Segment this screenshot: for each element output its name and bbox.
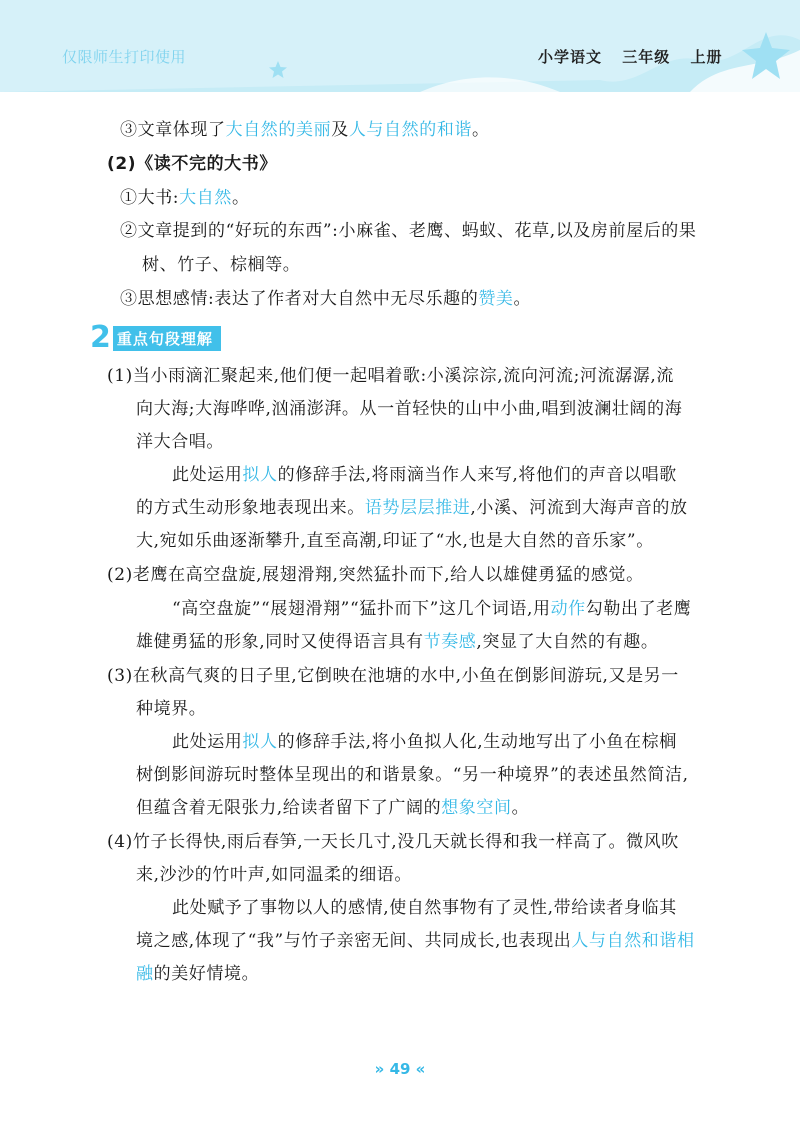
p1-analysis2: 的方式生动形象地表现出来。语势层层推进,小溪、河流到大海声音的放 bbox=[136, 498, 688, 518]
p3-analysis2: 树倒影间游玩时整体呈现出的和谐景象。“另一种境界”的表述虽然简洁, bbox=[136, 765, 689, 785]
book2-item3: ③思想感情:表达了作者对大自然中无尽乐趣的赞美。 bbox=[120, 289, 532, 309]
p1-analysis3: 大,宛如乐曲逐渐攀升,直至高潮,印证了“水,也是大自然的音乐家”。 bbox=[136, 531, 654, 551]
chevron-right-icon: » bbox=[374, 1060, 385, 1078]
small-star-icon bbox=[268, 60, 288, 80]
section-number: 2 bbox=[90, 320, 111, 355]
section-title: 重点句段理解 bbox=[113, 326, 221, 351]
p1-analysis1: 此处运用拟人的修辞手法,将雨滴当作人来写,将他们的声音以唱歌 bbox=[172, 465, 677, 485]
page-number: » 49 « bbox=[374, 1060, 426, 1078]
p2-analysis2: 雄健勇猛的形象,同时又使得语言具有节奏感,突显了大自然的有趣。 bbox=[136, 632, 659, 652]
subject: 小学语文 bbox=[538, 48, 603, 66]
p1-line2: 向大海;大海哗哗,汹涌澎湃。从一首轻快的山中小曲,唱到波澜壮阔的海 bbox=[136, 399, 683, 419]
p4-analysis1: 此处赋予了事物以人的感情,使自然事物有了灵性,带给读者身临其 bbox=[172, 898, 677, 918]
p3-line2: 种境界。 bbox=[136, 699, 207, 719]
watermark: 仅限师生打印使用 bbox=[62, 48, 187, 66]
p4-line1: (4)竹子长得快,雨后春笋,一天长几寸,没几天就长得和我一样高了。微风吹 bbox=[107, 832, 679, 852]
p4-line2: 来,沙沙的竹叶声,如同温柔的细语。 bbox=[136, 865, 413, 885]
grade: 三年级 bbox=[622, 48, 671, 66]
book2-item2-line1: ②文章提到的“好玩的东西”:小麻雀、老鹰、蚂蚁、花草,以及房前屋后的果 bbox=[120, 221, 697, 241]
p4-analysis2: 境之感,体现了“我”与竹子亲密无间、共同成长,也表现出人与自然和谐相 bbox=[136, 931, 695, 951]
star-icon bbox=[740, 30, 792, 82]
p3-line1: (3)在秋高气爽的日子里,它倒映在池塘的水中,小鱼在倒影间游玩,又是另一 bbox=[107, 666, 679, 686]
book2-item1: ①大书:大自然。 bbox=[120, 188, 250, 208]
subject-label bbox=[538, 46, 737, 67]
chevron-left-icon: « bbox=[415, 1060, 426, 1078]
book2-title: (2)《读不完的大书》 bbox=[107, 154, 277, 174]
p3-analysis3: 但蕴含着无限张力,给读者留下了广阔的想象空间。 bbox=[136, 798, 530, 818]
p1-line3: 洋大合唱。 bbox=[136, 432, 224, 452]
book2-item2-line2: 树、竹子、棕榈等。 bbox=[142, 255, 301, 275]
p4-analysis3: 融的美好情境。 bbox=[136, 964, 260, 984]
p3-analysis1: 此处运用拟人的修辞手法,将小鱼拟人化,生动地写出了小鱼在棕榈 bbox=[172, 732, 677, 752]
section-heading bbox=[90, 320, 221, 355]
volume: 上册 bbox=[690, 48, 723, 66]
p2-analysis1: “高空盘旋”“展翅滑翔”“猛扑而下”这几个词语,用动作勾勒出了老鹰 bbox=[172, 599, 692, 619]
p1-line1: (1)当小雨滴汇聚起来,他们便一起唱着歌:小溪淙淙,流向河流;河流潺潺,流 bbox=[107, 366, 674, 386]
book1-item3: ③文章体现了大自然的美丽及人与自然的和谐。 bbox=[120, 120, 490, 140]
p2-line1: (2)老鹰在高空盘旋,展翅滑翔,突然猛扑而下,给人以雄健勇猛的感觉。 bbox=[107, 565, 644, 585]
